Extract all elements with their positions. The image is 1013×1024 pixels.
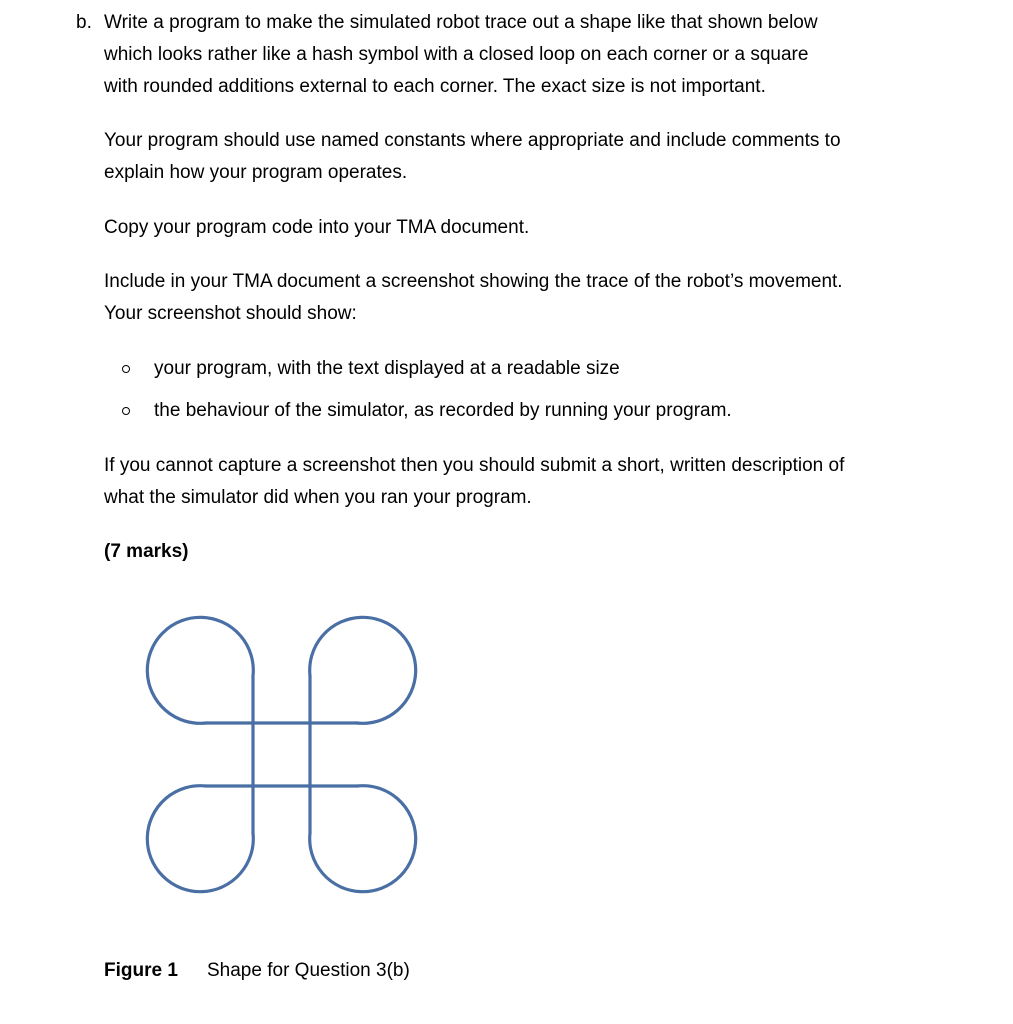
bottom-right-loop	[310, 786, 416, 892]
constants-line-2: explain how your program operates.	[104, 162, 408, 183]
top-right-loop	[310, 617, 416, 723]
screenshot-line-2: Your screenshot should show:	[104, 303, 357, 324]
question-label: b.	[76, 12, 92, 33]
bullet-item-program: your program, with the text displayed at a readable size	[154, 358, 620, 379]
intro-line-1: Write a program to make the simulated robot trace out a shape like that shown below	[104, 12, 818, 33]
figure-caption-label: Figure 1	[104, 960, 178, 981]
fallback-line-1: If you cannot capture a screenshot then you should submit a short, written description of	[104, 455, 845, 476]
figure-caption-text: Shape for Question 3(b)	[207, 960, 410, 981]
marks-label: (7 marks)	[104, 541, 189, 562]
top-left-loop	[147, 617, 253, 723]
command-symbol-icon	[147, 617, 415, 891]
fallback-line-2: what the simulator did when you ran your program.	[104, 487, 532, 508]
constants-line-1: Your program should use named constants where appropriate and include comments to	[104, 130, 841, 151]
bullet-item-behaviour: the behaviour of the simulator, as recorded by running your program.	[154, 400, 732, 421]
screenshot-line-1: Include in your TMA document a screenshot showing the trace of the robot’s movement.	[104, 271, 843, 292]
bottom-left-loop	[147, 786, 253, 892]
copy-line: Copy your program code into your TMA document.	[104, 217, 530, 238]
intro-line-3: with rounded additions external to each corner. The exact size is not important.	[104, 76, 766, 97]
intro-line-2: which looks rather like a hash symbol with a closed loop on each corner or a square	[104, 44, 809, 65]
